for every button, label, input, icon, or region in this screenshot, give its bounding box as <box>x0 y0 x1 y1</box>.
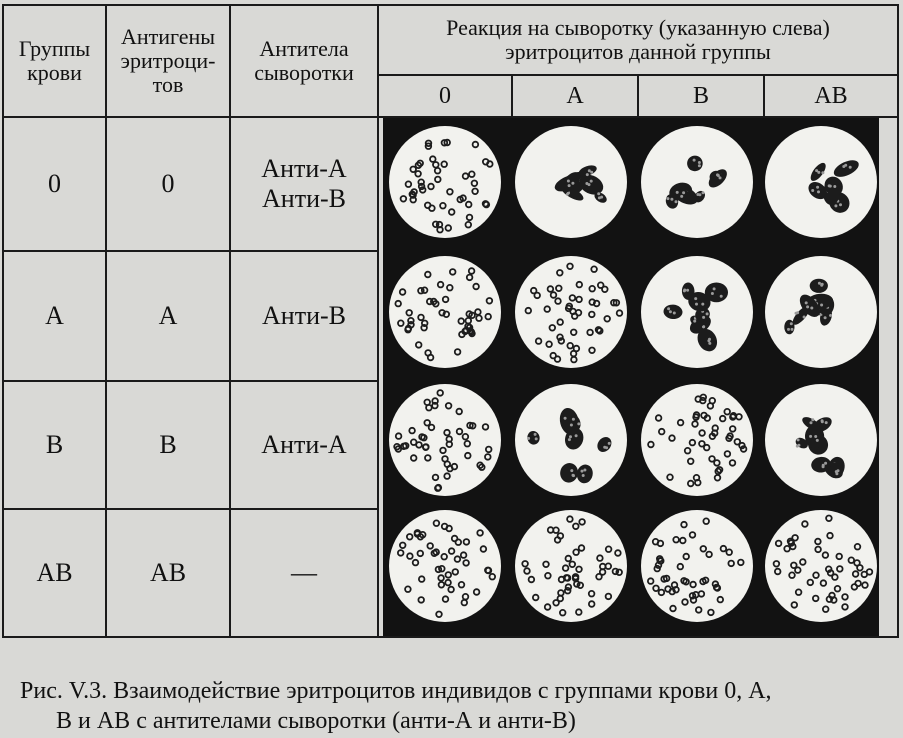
well-agglutinated <box>641 256 753 368</box>
agglutination-panel-cell <box>378 117 898 637</box>
well-no-reaction <box>515 256 627 368</box>
well-no-reaction <box>641 384 753 496</box>
row-a-antigen: A <box>106 251 230 381</box>
well-no-reaction <box>515 510 627 622</box>
well-agglutinated <box>515 126 627 238</box>
row-b-antigen: B <box>106 381 230 509</box>
well-no-reaction <box>389 256 501 368</box>
reaction-col-a: A <box>512 75 638 117</box>
reaction-col-b: B <box>638 75 764 117</box>
header-reaction: Реакция на сыворотку (указанную слева) эритроцитов данной группы <box>378 5 898 75</box>
row-0-group: 0 <box>3 117 106 251</box>
figure-caption: Рис. V.3. Взаимодействие эритроцитов индивидов с группами крови 0, A, B и AB с антителами сыворотки (анти-А и анти-В) <box>20 678 772 734</box>
header-blood-groups: Группы крови <box>3 5 106 117</box>
row-b-group: B <box>3 381 106 509</box>
well-no-reaction <box>389 510 501 622</box>
row-ab-antigen: AB <box>106 509 230 637</box>
header-antibodies: Антитела сыворотки <box>230 5 378 117</box>
row-0-antigen: 0 <box>106 117 230 251</box>
row-b-antibodies: Анти-А <box>230 381 378 509</box>
blood-group-table <box>2 4 899 638</box>
reaction-col-0: 0 <box>378 75 512 117</box>
reaction-col-ab: AB <box>764 75 898 117</box>
table-row <box>3 117 898 251</box>
agglutination-panel <box>383 118 879 636</box>
header-antigens: Антигены эритроци- тов <box>106 5 230 117</box>
row-a-group: A <box>3 251 106 381</box>
row-0-antibodies: Анти-А Анти-В <box>230 117 378 251</box>
well-agglutinated <box>765 384 877 496</box>
well-agglutinated <box>641 126 753 238</box>
row-ab-group: AB <box>3 509 106 637</box>
row-a-antibodies: Анти-В <box>230 251 378 381</box>
well-no-reaction <box>765 510 877 622</box>
well-no-reaction <box>389 384 501 496</box>
well-no-reaction <box>389 126 501 238</box>
agglutination-wells <box>383 118 879 636</box>
well-no-reaction <box>641 510 753 622</box>
well-agglutinated <box>515 384 627 496</box>
well-agglutinated <box>765 126 877 238</box>
row-ab-antibodies: — <box>230 509 378 637</box>
well-agglutinated <box>765 256 877 368</box>
